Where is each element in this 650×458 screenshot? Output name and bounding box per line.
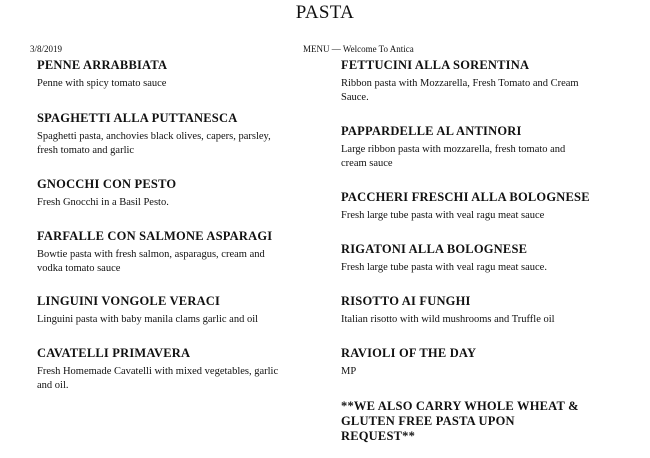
- menu-item: [341, 58, 591, 105]
- item-name: FETTUCINI ALLA SORENTINA: [341, 58, 530, 72]
- item-desc: Fresh Gnocchi in a Basil Pesto.: [37, 197, 169, 208]
- item-name: FARFALLE CON SALMONE ASPARAGI: [37, 229, 273, 243]
- item-desc: Penne with spicy tomato sauce: [37, 78, 167, 89]
- item-desc: Bowtie pasta with fresh salmon, asparagus, cream and vodka tomato sauce: [37, 249, 265, 274]
- menu-item: [341, 190, 611, 223]
- item-name: RIGATONI ALLA BOLOGNESE: [341, 242, 528, 256]
- item-desc: Fresh Homemade Cavatelli with mixed vegetables, garlic and oil.: [37, 366, 279, 391]
- item-name: LINGUINI VONGOLE VERACI: [37, 294, 221, 308]
- print-date: 3/8/2019: [30, 44, 63, 54]
- item-name: PAPPARDELLE AL ANTINORI: [341, 124, 522, 138]
- menu-item: [37, 346, 287, 393]
- item-desc: Fresh large tube pasta with veal ragu meat sauce.: [341, 262, 547, 273]
- note-text: **WE ALSO CARRY WHOLE WHEAT & GLUTEN FREE PASTA UPON REQUEST**: [341, 399, 579, 443]
- menu-item: [37, 177, 287, 210]
- item-name: RAVIOLI OF THE DAY: [341, 346, 477, 360]
- item-name: RISOTTO AI FUNGHI: [341, 294, 471, 308]
- item-desc: Spaghetti pasta, anchovies black olives, capers, parsley, fresh tomato and garlic: [37, 131, 271, 156]
- item-name: SPAGHETTI ALLA PUTTANESCA: [37, 111, 238, 125]
- page-title: PASTA: [295, 2, 355, 23]
- item-name: PENNE ARRABBIATA: [37, 58, 168, 72]
- menu-item: [37, 294, 287, 327]
- menu-item: [341, 346, 591, 379]
- item-desc: Ribbon pasta with Mozzarella, Fresh Tomato and Cream Sauce.: [341, 78, 579, 103]
- item-desc: MP: [341, 366, 357, 377]
- item-desc: Linguini pasta with baby manila clams garlic and oil: [37, 314, 259, 325]
- menu-item: [341, 124, 591, 171]
- menu-item: [37, 229, 287, 276]
- print-header: MENU — Welcome To Antica: [303, 44, 414, 54]
- menu-item: [341, 294, 591, 327]
- item-desc: Large ribbon pasta with mozzarella, fresh tomato and cream sauce: [341, 144, 566, 169]
- item-name: GNOCCHI CON PESTO: [37, 177, 177, 191]
- menu-item: [37, 58, 287, 91]
- menu-item: [341, 242, 591, 275]
- item-desc: Italian risotto with wild mushrooms and Truffle oil: [341, 314, 555, 325]
- item-name: PACCHERI FRESCHI ALLA BOLOGNESE: [341, 190, 590, 204]
- menu-item: [37, 111, 287, 158]
- item-desc: Fresh large tube pasta with veal ragu meat sauce: [341, 210, 545, 221]
- item-name: CAVATELLI PRIMAVERA: [37, 346, 191, 360]
- pasta-note: [341, 399, 581, 444]
